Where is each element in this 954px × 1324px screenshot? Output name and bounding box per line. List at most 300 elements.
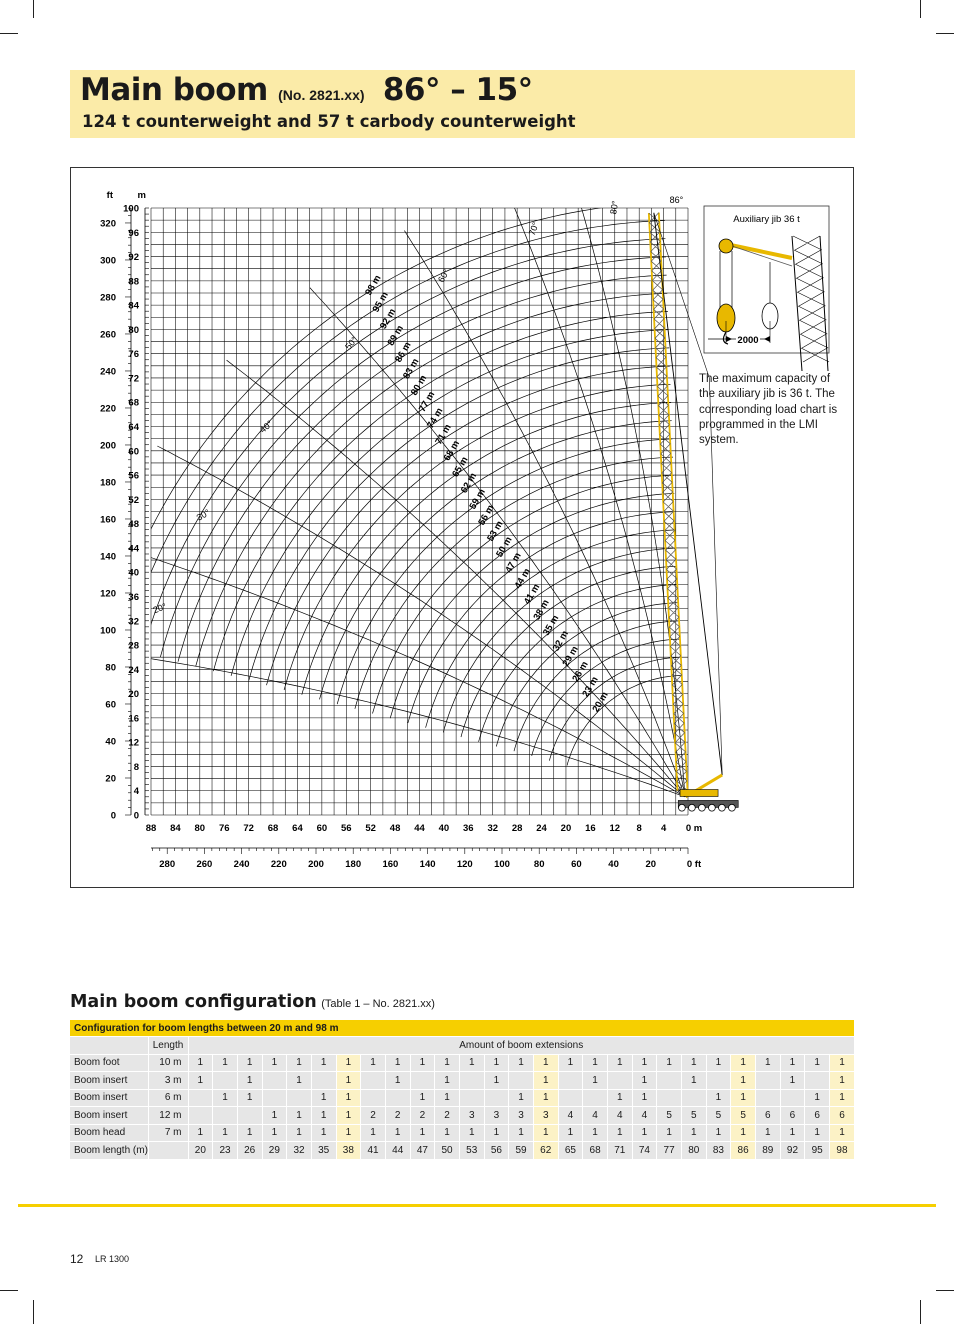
boom-length-label: 44 m	[512, 566, 533, 591]
table-cell	[657, 1089, 682, 1107]
table-cell: 1	[484, 1124, 509, 1142]
boom-length-label: 95 m	[370, 290, 391, 315]
y-tick-label-m: 76	[128, 349, 139, 361]
table-cell: 1	[780, 1072, 805, 1090]
table-cell: 1	[336, 1072, 361, 1090]
x-tick-label-ft: 220	[270, 859, 287, 870]
crop-mark	[0, 1290, 18, 1291]
angle-label: 80°	[608, 199, 621, 216]
table-cell: 1	[459, 1054, 484, 1072]
boom-length-arc	[178, 275, 667, 662]
title-band	[70, 70, 855, 138]
config-table	[70, 1020, 855, 1160]
row-length: 12 m	[148, 1107, 188, 1125]
table-cell: 6	[829, 1107, 854, 1125]
table-cell: 1	[607, 1124, 632, 1142]
table-cell	[755, 1089, 780, 1107]
x-tick-label-m: 84	[170, 823, 181, 834]
config-title	[70, 992, 435, 1012]
x-tick-label-m: 28	[511, 823, 523, 834]
table-cell: 92	[780, 1142, 805, 1160]
y-unit-ft: ft	[106, 190, 113, 201]
table-cell: 68	[583, 1142, 608, 1160]
x-tick-label-m: 8	[636, 823, 642, 834]
y-tick-label-m: 44	[128, 543, 139, 555]
row-length: 6 m	[148, 1089, 188, 1107]
y-tick-label-m: 28	[128, 640, 139, 652]
track-roller	[678, 804, 685, 811]
x-tick-label-ft: 200	[308, 859, 324, 870]
table-cell	[262, 1072, 287, 1090]
config-table-title-row	[70, 1020, 855, 1037]
table-cell: 3	[509, 1107, 534, 1125]
length-header: Length	[148, 1037, 188, 1055]
table-cell: 1	[188, 1124, 213, 1142]
y-tick-label-m: 32	[128, 616, 139, 628]
y-tick-label-ft: 140	[100, 551, 116, 563]
config-table-header-row	[70, 1037, 855, 1055]
table-cell: 41	[361, 1142, 386, 1160]
table-cell: 1	[780, 1124, 805, 1142]
table-cell: 1	[533, 1054, 558, 1072]
boom-length-label: 47 m	[503, 550, 524, 576]
table-cell: 53	[459, 1142, 484, 1160]
row-length: 7 m	[148, 1124, 188, 1142]
table-cell: 1	[558, 1054, 583, 1072]
y-tick-label-ft: 20	[105, 773, 116, 785]
y-tick-label-m: 60	[128, 446, 139, 458]
boom-lattice	[649, 213, 688, 791]
table-cell	[262, 1089, 287, 1107]
boom-length-label: 80 m	[408, 373, 430, 398]
table-cell	[755, 1072, 780, 1090]
y-tick-label-ft: 120	[100, 588, 116, 600]
inset-dimension-label: 2000	[737, 335, 759, 346]
table-cell: 1	[336, 1089, 361, 1107]
x-tick-label-m: 20	[560, 823, 572, 834]
table-cell: 1	[385, 1054, 410, 1072]
row-label: Boom length (m)	[70, 1142, 148, 1160]
table-cell: 6	[805, 1107, 830, 1125]
y-tick-label-ft: 100	[100, 625, 116, 637]
crop-mark	[936, 1290, 954, 1291]
table-cell: 1	[262, 1107, 287, 1125]
y-tick-label-m: 0	[133, 810, 139, 822]
boom-length-label: 41 m	[521, 582, 543, 607]
table-cell	[361, 1089, 386, 1107]
table-row	[70, 1072, 855, 1090]
angle-label: 70°	[526, 220, 541, 237]
boom-length-arc	[249, 348, 669, 681]
table-cell: 1	[681, 1124, 706, 1142]
config-subtitle: (Table 1 – No. 2821.xx)	[321, 998, 435, 1010]
table-cell	[361, 1072, 386, 1090]
table-cell: 1	[731, 1072, 756, 1090]
y-tick-label-m: 88	[128, 276, 139, 288]
y-tick-label-ft: 160	[100, 514, 116, 526]
table-cell: 1	[607, 1054, 632, 1072]
boom-angle-line	[404, 231, 685, 797]
boom-length-arc	[302, 403, 671, 695]
table-cell: 2	[361, 1107, 386, 1125]
table-cell	[657, 1072, 682, 1090]
table-cell: 2	[435, 1107, 460, 1125]
table-cell: 1	[657, 1124, 682, 1142]
table-cell: 1	[237, 1089, 262, 1107]
angle-label: 20°	[151, 601, 168, 616]
table-cell: 1	[311, 1089, 336, 1107]
y-tick-label-m: 68	[128, 397, 139, 409]
x-tick-label-ft: 120	[456, 859, 473, 870]
page-title	[80, 72, 533, 108]
x-tick-label-m: 16	[585, 823, 596, 834]
x-tick-label-m: 52	[365, 823, 376, 834]
table-cell: 1	[287, 1124, 312, 1142]
table-cell: 4	[632, 1107, 657, 1125]
table-cell: 1	[435, 1054, 460, 1072]
table-cell: 47	[410, 1142, 435, 1160]
table-cell: 1	[213, 1054, 238, 1072]
table-cell: 98	[829, 1142, 854, 1160]
x-tick-label-m: 80	[194, 823, 206, 834]
table-cell: 80	[681, 1142, 706, 1160]
table-cell	[410, 1072, 435, 1090]
table-cell	[385, 1089, 410, 1107]
boom-length-label: 86 m	[393, 340, 414, 365]
x-tick-label-m: 60	[316, 823, 328, 834]
crop-mark	[920, 0, 921, 18]
y-tick-label-m: 52	[128, 494, 139, 506]
x-tick-label-m: 36	[463, 823, 474, 834]
table-cell: 1	[829, 1124, 854, 1142]
boom-length-label: 62 m	[458, 471, 480, 496]
table-cell: 3	[484, 1107, 509, 1125]
x-tick-label-ft: 80	[533, 859, 545, 870]
table-cell: 1	[237, 1124, 262, 1142]
table-cell: 1	[410, 1124, 435, 1142]
table-cell: 71	[607, 1142, 632, 1160]
config-title-text: Main boom configuration	[70, 992, 317, 1012]
table-cell: 1	[435, 1124, 460, 1142]
upper-carriage	[680, 790, 718, 797]
table-cell: 1	[706, 1054, 731, 1072]
x-unit-m: 0 m	[685, 823, 703, 834]
table-cell: 1	[336, 1054, 361, 1072]
x-tick-label-ft: 100	[494, 859, 510, 870]
table-cell: 83	[706, 1142, 731, 1160]
table-cell: 1	[213, 1089, 238, 1107]
table-cell: 29	[262, 1142, 287, 1160]
table-cell: 1	[188, 1054, 213, 1072]
y-tick-label-m: 80	[128, 324, 139, 336]
table-cell: 32	[287, 1142, 312, 1160]
footer-rule	[18, 1204, 936, 1207]
y-tick-label-m: 64	[128, 422, 139, 434]
table-cell: 1	[509, 1054, 534, 1072]
table-cell	[583, 1089, 608, 1107]
x-tick-label-ft: 20	[645, 859, 657, 870]
angle-label: 30°	[194, 507, 212, 523]
boom-length-label: 50 m	[494, 534, 515, 560]
table-cell: 1	[805, 1089, 830, 1107]
table-cell	[706, 1072, 731, 1090]
x-tick-label-m: 24	[536, 823, 547, 834]
table-cell	[459, 1089, 484, 1107]
x-tick-label-m: 12	[609, 823, 621, 834]
crop-mark	[0, 33, 18, 34]
y-tick-label-m: 100	[123, 203, 139, 215]
row-label: Boom foot	[70, 1054, 148, 1072]
config-table-title: Configuration for boom lengths between 20 m and 98 m	[70, 1020, 855, 1037]
table-cell: 1	[583, 1124, 608, 1142]
table-cell: 1	[607, 1089, 632, 1107]
boom-length-label: 32 m	[550, 628, 571, 654]
table-cell: 1	[311, 1107, 336, 1125]
y-tick-label-ft: 320	[100, 218, 116, 230]
table-cell: 1	[287, 1072, 312, 1090]
table-cell: 1	[805, 1124, 830, 1142]
y-tick-label-m: 36	[128, 591, 139, 603]
boom-angle-line	[310, 288, 685, 797]
table-cell: 1	[632, 1089, 657, 1107]
table-cell: 1	[237, 1054, 262, 1072]
y-unit-m: m	[137, 190, 146, 201]
track-roller	[688, 804, 695, 811]
table-cell: 1	[681, 1072, 706, 1090]
table-cell: 1	[731, 1054, 756, 1072]
table-cell: 4	[558, 1107, 583, 1125]
table-cell: 1	[829, 1089, 854, 1107]
x-tick-label-ft: 160	[382, 859, 399, 870]
title-angle-range: 86° – 15°	[382, 72, 533, 108]
table-cell: 1	[287, 1054, 312, 1072]
header-blank	[70, 1037, 148, 1055]
y-tick-label-ft: 200	[100, 440, 116, 452]
table-cell: 1	[632, 1072, 657, 1090]
table-cell: 3	[459, 1107, 484, 1125]
y-tick-label-ft: 180	[100, 477, 116, 489]
table-row	[70, 1054, 855, 1072]
boom-length-arc	[213, 312, 668, 672]
table-cell: 1	[213, 1124, 238, 1142]
table-cell: 1	[188, 1072, 213, 1090]
table-cell	[188, 1107, 213, 1125]
table-cell: 1	[435, 1072, 460, 1090]
table-cell: 38	[336, 1142, 361, 1160]
table-cell	[780, 1089, 805, 1107]
table-cell: 56	[484, 1142, 509, 1160]
table-cell	[311, 1072, 336, 1090]
boom-length-label: 53 m	[485, 519, 506, 544]
table-row	[70, 1107, 855, 1125]
table-cell: 1	[780, 1054, 805, 1072]
row-length: 10 m	[148, 1054, 188, 1072]
table-cell: 6	[755, 1107, 780, 1125]
x-tick-label-m: 4	[660, 823, 667, 834]
x-tick-label-m: 76	[218, 823, 230, 834]
x-tick-label-m: 72	[243, 823, 254, 834]
boom-length-arc	[107, 199, 664, 643]
crop-mark	[936, 33, 954, 34]
boom-length-label: 65 m	[450, 454, 471, 480]
x-tick-label-ft: 40	[608, 859, 619, 870]
table-cell: 1	[410, 1054, 435, 1072]
table-cell: 1	[706, 1124, 731, 1142]
table-cell: 2	[385, 1107, 410, 1125]
y-tick-label-m: 20	[128, 689, 139, 701]
table-cell: 35	[311, 1142, 336, 1160]
boom-length-label: 26 m	[570, 659, 591, 684]
table-cell	[484, 1089, 509, 1107]
x-tick-label-m: 56	[340, 823, 352, 834]
crop-mark	[920, 1300, 921, 1324]
table-cell: 1	[509, 1124, 534, 1142]
table-cell: 1	[336, 1124, 361, 1142]
table-cell	[287, 1089, 312, 1107]
y-tick-label-ft: 260	[100, 329, 116, 341]
boom-length-arc	[284, 384, 670, 690]
table-cell: 1	[287, 1107, 312, 1125]
table-cell	[681, 1089, 706, 1107]
table-cell: 1	[385, 1072, 410, 1090]
table-cell: 1	[336, 1107, 361, 1125]
y-tick-label-m: 24	[128, 664, 139, 676]
track-roller	[728, 804, 735, 811]
table-cell	[237, 1107, 262, 1125]
y-tick-label-m: 40	[128, 567, 139, 579]
y-tick-label-ft: 240	[100, 366, 116, 378]
y-tick-label-ft: 300	[100, 255, 116, 267]
table-cell: 59	[509, 1142, 534, 1160]
model-name: LR 1300	[95, 1254, 130, 1264]
y-tick-label-m: 92	[128, 252, 139, 264]
table-cell: 1	[829, 1072, 854, 1090]
crop-mark	[33, 0, 34, 18]
table-cell	[558, 1072, 583, 1090]
table-cell: 1	[829, 1054, 854, 1072]
x-tick-label-m: 64	[292, 823, 303, 834]
table-row	[70, 1089, 855, 1107]
table-cell: 1	[533, 1089, 558, 1107]
y-tick-label-m: 4	[133, 786, 139, 798]
table-cell: 1	[805, 1054, 830, 1072]
inset-title: Auxiliary jib 36 t	[733, 214, 800, 225]
table-cell: 1	[657, 1054, 682, 1072]
table-cell: 1	[632, 1124, 657, 1142]
table-cell: 5	[731, 1107, 756, 1125]
table-cell	[558, 1089, 583, 1107]
row-label: Boom insert	[70, 1089, 148, 1107]
row-label: Boom insert	[70, 1107, 148, 1125]
table-cell: 1	[731, 1124, 756, 1142]
boom-length-label: 83 m	[401, 356, 422, 381]
table-cell: 20	[188, 1142, 213, 1160]
boom-length-label: 59 m	[467, 487, 488, 512]
table-cell: 1	[583, 1072, 608, 1090]
boom-length-label: 92 m	[378, 306, 399, 332]
y-tick-label-m: 96	[128, 227, 139, 239]
table-cell: 74	[632, 1142, 657, 1160]
x-tick-label-m: 48	[389, 823, 401, 834]
table-cell: 1	[410, 1089, 435, 1107]
table-cell: 1	[731, 1089, 756, 1107]
row-label: Boom head	[70, 1124, 148, 1142]
table-cell: 95	[805, 1142, 830, 1160]
y-tick-label-m: 48	[128, 519, 139, 531]
table-cell: 1	[484, 1072, 509, 1090]
table-cell	[213, 1107, 238, 1125]
aux-jib-note: The maximum capacity of the auxiliary jib is 36 t. The corresponding load chart is programmed in the LMI system.	[699, 373, 838, 447]
x-tick-label-ft: 240	[233, 859, 250, 870]
table-cell: 1	[237, 1072, 262, 1090]
x-tick-label-ft: 60	[571, 859, 582, 870]
table-cell: 50	[435, 1142, 460, 1160]
y-tick-label-m: 8	[133, 761, 139, 773]
row-length: 3 m	[148, 1072, 188, 1090]
table-cell: 3	[533, 1107, 558, 1125]
table-cell: 1	[681, 1054, 706, 1072]
boom-length-label: 77 m	[416, 389, 438, 414]
page-subtitle: 124 t counterweight and 57 t carbody counterweight	[82, 112, 576, 131]
y-tick-label-ft: 80	[105, 662, 116, 674]
y-tick-label-ft: 60	[105, 699, 116, 711]
y-tick-label-m: 12	[128, 737, 139, 749]
inset-sheave	[719, 239, 733, 253]
x-tick-label-m: 40	[438, 823, 450, 834]
table-cell: 1	[533, 1072, 558, 1090]
table-cell: 1	[558, 1124, 583, 1142]
table-cell: 1	[385, 1124, 410, 1142]
angle-label: 60°	[436, 267, 452, 285]
row-label: Boom insert	[70, 1072, 148, 1090]
y-tick-label-ft: 40	[105, 736, 116, 748]
table-cell: 4	[583, 1107, 608, 1125]
table-cell: 1	[311, 1054, 336, 1072]
x-tick-label-m: 88	[145, 823, 157, 834]
x-tick-label-m: 68	[267, 823, 279, 834]
table-row	[70, 1124, 855, 1142]
boom-length-label: 38 m	[531, 597, 552, 623]
boom-length-label: 23 m	[580, 674, 601, 700]
table-row	[70, 1142, 855, 1160]
table-cell: 1	[632, 1054, 657, 1072]
angle-label: 50°	[343, 334, 360, 352]
x-tick-label-m: 44	[414, 823, 425, 834]
boom-length-label: 56 m	[476, 503, 497, 528]
table-cell: 86	[731, 1142, 756, 1160]
y-tick-label-ft: 220	[100, 403, 116, 415]
boom-length-label: 35 m	[540, 613, 562, 638]
table-cell	[607, 1072, 632, 1090]
boom-angle-line	[104, 542, 685, 796]
boom-length-label: 29 m	[560, 644, 581, 669]
table-cell: 5	[706, 1107, 731, 1125]
angle-label: 86°	[669, 195, 684, 206]
table-cell: 65	[558, 1142, 583, 1160]
crop-mark	[33, 1300, 34, 1324]
table-cell: 1	[755, 1124, 780, 1142]
boom-length-label: 74 m	[425, 406, 446, 431]
y-tick-label-m: 72	[128, 373, 139, 385]
table-cell: 23	[213, 1142, 238, 1160]
table-cell: 62	[533, 1142, 558, 1160]
y-tick-label-m: 84	[128, 300, 139, 312]
table-cell: 1	[484, 1054, 509, 1072]
y-tick-label-m: 16	[128, 713, 139, 725]
table-cell: 1	[262, 1124, 287, 1142]
x-tick-label-ft: 260	[196, 859, 213, 870]
table-cell: 5	[681, 1107, 706, 1125]
